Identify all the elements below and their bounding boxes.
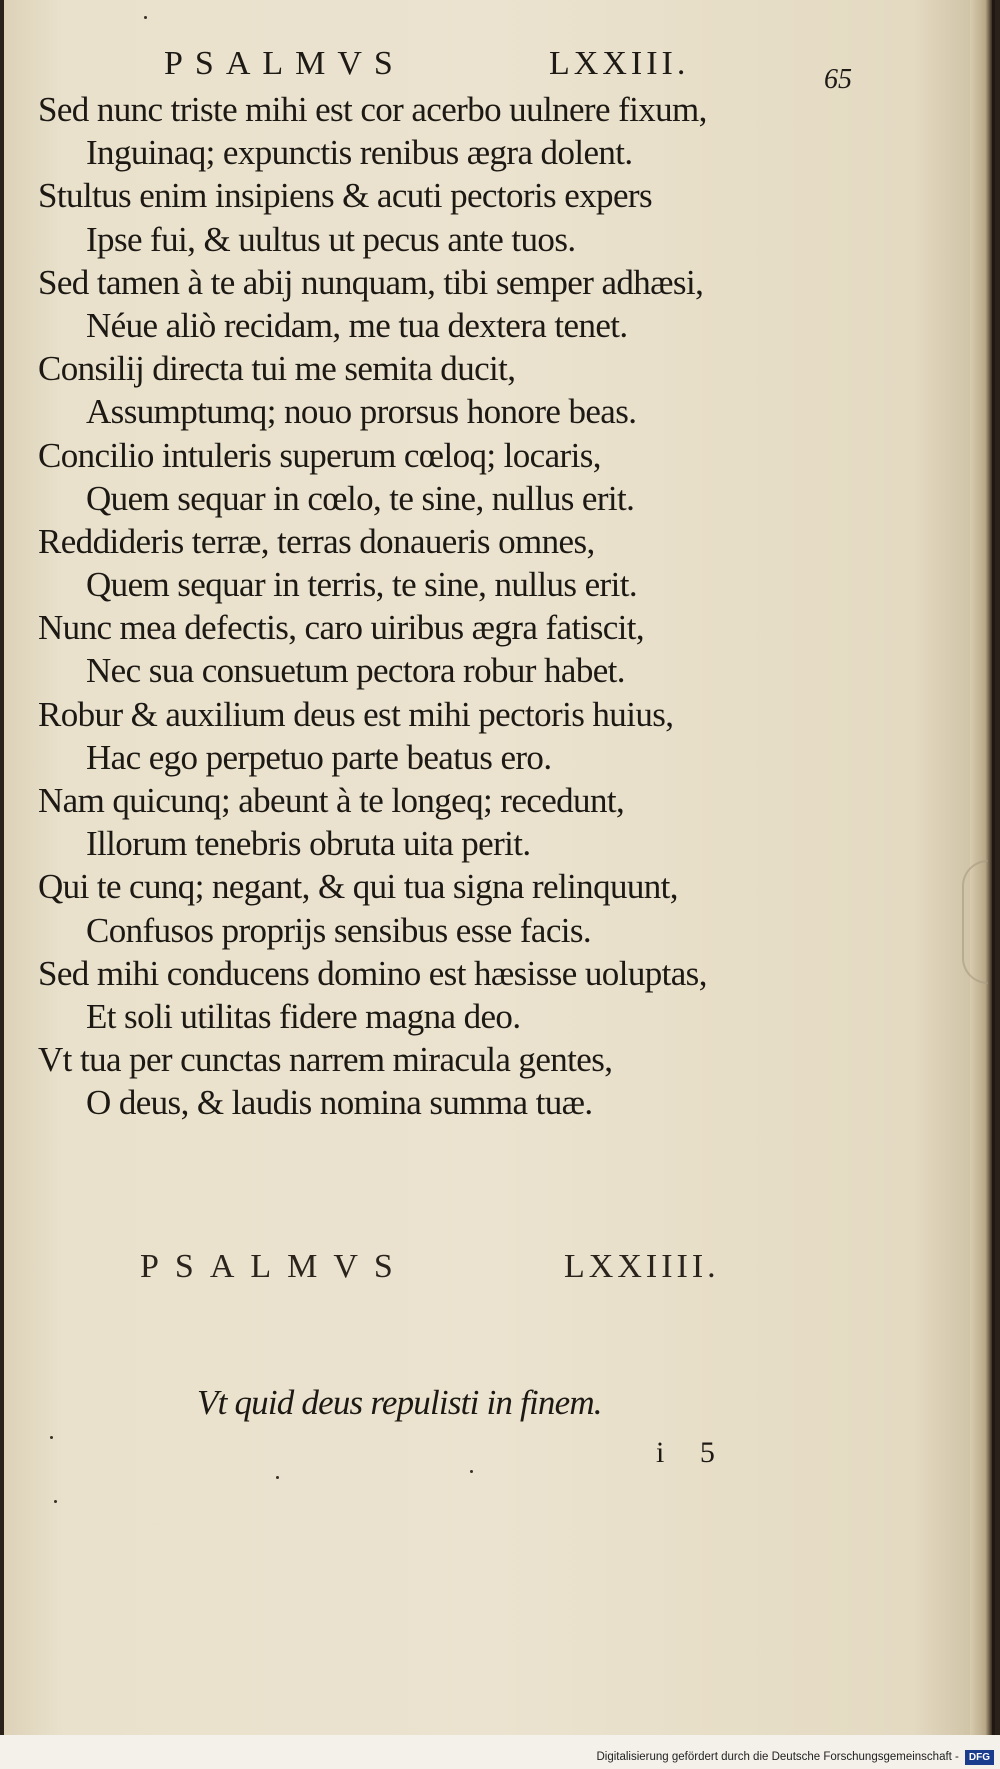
verse-line: Quem sequar in cœlo, te sine, nullus erit. [86,478,635,518]
verse-line: Hac ego perpetuo parte beatus ero. [86,737,552,777]
verse-line: Nunc mea defectis, caro uiribus ægra fatiscit, [38,608,645,648]
verse-line: Sed nunc triste mihi est cor acerbo uulnere fixum, [38,90,707,129]
verse-line: Sed mihi conducens domino est hæsisse uoluptas, [38,953,707,993]
ink-speck [276,1476,279,1479]
verse-line: Et soli utilitas fidere magna deo. [86,996,521,1036]
verse-line: Stultus enim insipiens & acuti pectoris expers [38,176,652,216]
ink-speck [54,1500,57,1503]
next-psalm-title: PSALMVS [140,1248,409,1285]
folio-number: 65 [824,64,852,95]
verse-line: Assumptumq; nouo prorsus honore beas. [86,392,637,432]
verse-line: Confusos proprijs sensibus esse facis. [86,910,592,950]
verse-line: Quem sequar in terris, te sine, nullus erit. [86,565,637,605]
footer-credit [596,1748,994,1766]
book-page [4,0,995,1735]
ink-speck [470,1470,473,1473]
verse-line: Néue aliò recidam, me tua dextera tenet. [86,305,628,345]
psalm-incipit: Vt quid deus repulisti in finem. [197,1383,602,1422]
next-psalm-heading [140,1248,780,1296]
next-psalm-number: LXXIIII. [564,1248,720,1285]
verse-line: Consilij directa tui me semita ducit, [38,349,516,389]
ink-speck [144,16,147,19]
verse-line: Robur & auxilium deus est mihi pectoris huius, [38,694,674,734]
signature-mark: i 5 [656,1436,729,1469]
verse-line: O deus, & laudis nomina summa tuæ. [86,1083,593,1123]
verse-line: Concilio intuleris superum cœloq; locaris, [38,435,601,475]
verse-line: Nam quicunq; abeunt à te longeq; recedunt, [38,781,625,820]
dfg-logo: DFG [965,1750,994,1765]
verse-line: Nec sua consuetum pectora robur habet. [86,651,625,691]
footer-credit-text: Digitalisierung gefördert durch die Deutsche Forschungsgemeinschaft - [596,1751,959,1763]
verse-line: Vt tua per cunctas narrem miracula gentes, [38,1040,613,1080]
verse-line: Qui te cunq; negant, & qui tua signa relinquunt, [38,867,678,907]
verse-line: Reddideris terræ, terras donaueris omnes, [38,521,595,561]
running-head-number: LXXIII. [549,45,690,82]
verse-line: Sed tamen à te abij nunquam, tibi semper adhæsi, [38,262,704,302]
ink-speck [50,1436,53,1439]
verse-list [38,88,838,1125]
page-mark [962,860,988,984]
verse-line: Inguinaq; expunctis renibus ægra dolent. [86,133,633,173]
verse-line: Illorum tenebris obruta uita perit. [86,824,531,864]
running-head-title: PSALMVS [164,45,405,82]
verse-line: Ipse fui, & uultus ut pecus ante tuos. [86,219,576,259]
